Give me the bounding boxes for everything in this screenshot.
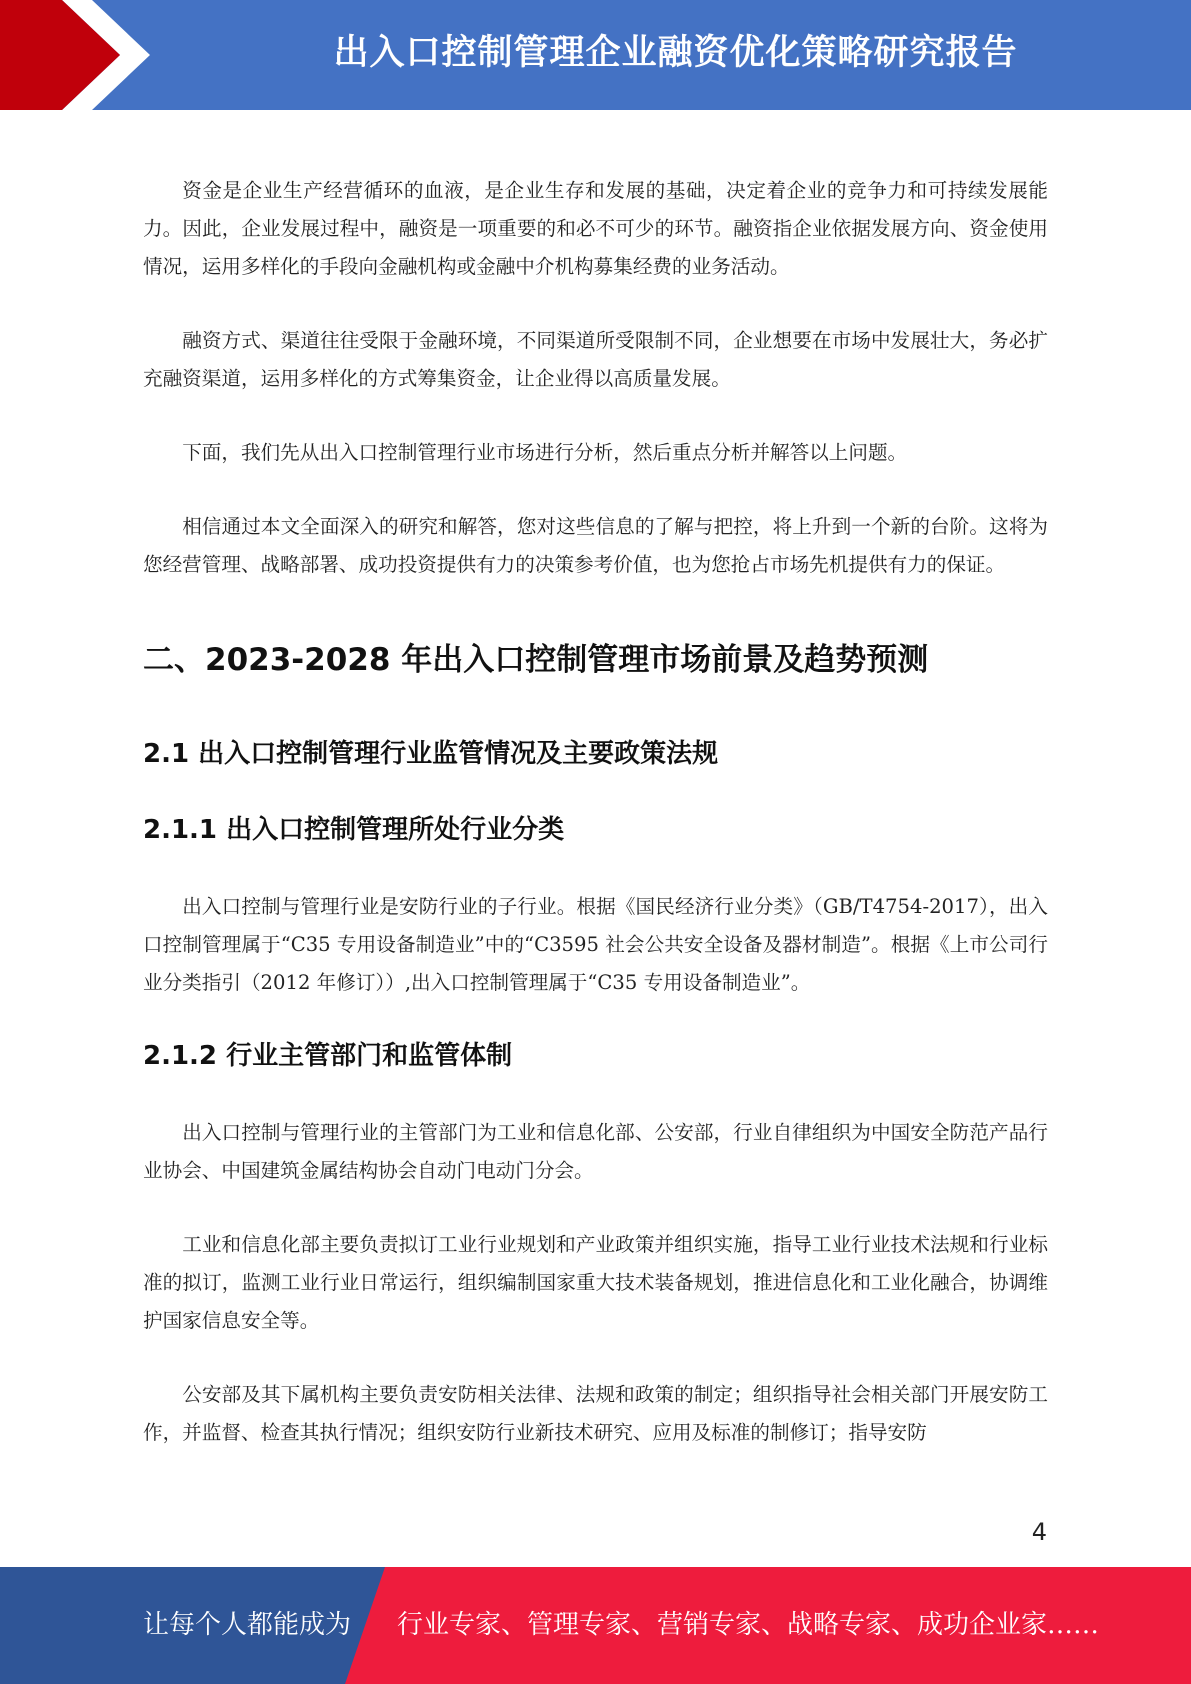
section-2-1-heading: 2.1 出入口控制管理行业监管情况及主要政策法规 (143, 739, 719, 769)
section-2-1-2-heading: 2.1.2 行业主管部门和监管体制 (143, 1041, 513, 1071)
paragraph-mps-duties: 公安部及其下属机构主要负责安防相关法律、法规和政策的制定；组织指导社会相关部门开展安防工作，并监督、检查其执行情况；组织安防行业新技术研究、应用及标准的制修订；指导安防 (143, 1383, 1048, 1444)
footer-slogan-left: 让每个人都能成为 (143, 1610, 352, 1640)
footer-banner (0, 1567, 1191, 1684)
header-banner (0, 0, 1191, 110)
section-2-heading: 二、2023-2028 年出入口控制管理市场前景及趋势预测 (143, 642, 929, 678)
footer-slogan-right: 行业专家、管理专家、营销专家、战略专家、成功企业家…… (397, 1610, 1100, 1640)
paragraph-regulators: 出入口控制与管理行业的主管部门为工业和信息化部、公安部，行业自律组织为中国安全防范产品行业协会、中国建筑金属结构协会自动门电动门分会。 (143, 1121, 1048, 1182)
report-title: 出入口控制管理企业融资优化策略研究报告 (333, 33, 1018, 73)
paragraph-analysis-outline: 下面，我们先从出入口控制管理行业市场进行分析，然后重点分析并解答以上问题。 (182, 441, 908, 464)
paragraph-miit-duties: 工业和信息化部主要负责拟订工业行业规划和产业政策并组织实施，指导工业行业技术法规和行业标准的拟订，监测工业行业日常运行，组织编制国家重大技术装备规划，推进信息化和工业化融合，协调维护国家信息安全等。 (143, 1233, 1048, 1332)
paragraph-industry-classification: 出入口控制与管理行业是安防行业的子行业。根据《国民经济行业分类》（GB/T4754-2017），出入口控制管理属于“C35 专用设备制造业”中的“C3595 社会公共安全设备及器材制造”。根据《上市公司行业分类指引（2012 年修订））,出入口控制管理属于“C35 专用设备制造业”。 (143, 895, 1048, 994)
section-2-1-1-heading: 2.1.1 出入口控制管理所处行业分类 (143, 815, 565, 845)
page-number: 4 (1031, 1518, 1047, 1546)
paragraph-financing-channels: 融资方式、渠道往往受限于金融环境，不同渠道所受限制不同，企业想要在市场中发展壮大，务必扩充融资渠道，运用多样化的方式筹集资金，让企业得以高质量发展。 (143, 329, 1048, 390)
paragraph-intro-funding: 资金是企业生产经营循环的血液，是企业生存和发展的基础，决定着企业的竞争力和可持续发展能力。因此，企业发展过程中，融资是一项重要的和必不可少的环节。融资指企业依据发展方向、资金使用情况，运用多样化的手段向金融机构或金融中介机构募集经费的业务活动。 (143, 179, 1048, 278)
paragraph-value-statement: 相信通过本文全面深入的研究和解答，您对这些信息的了解与把控，将上升到一个新的台阶。这将为您经营管理、战略部署、成功投资提供有力的决策参考价值，也为您抢占市场先机提供有力的保证。 (143, 515, 1048, 576)
page-content (143, 172, 1048, 1488)
